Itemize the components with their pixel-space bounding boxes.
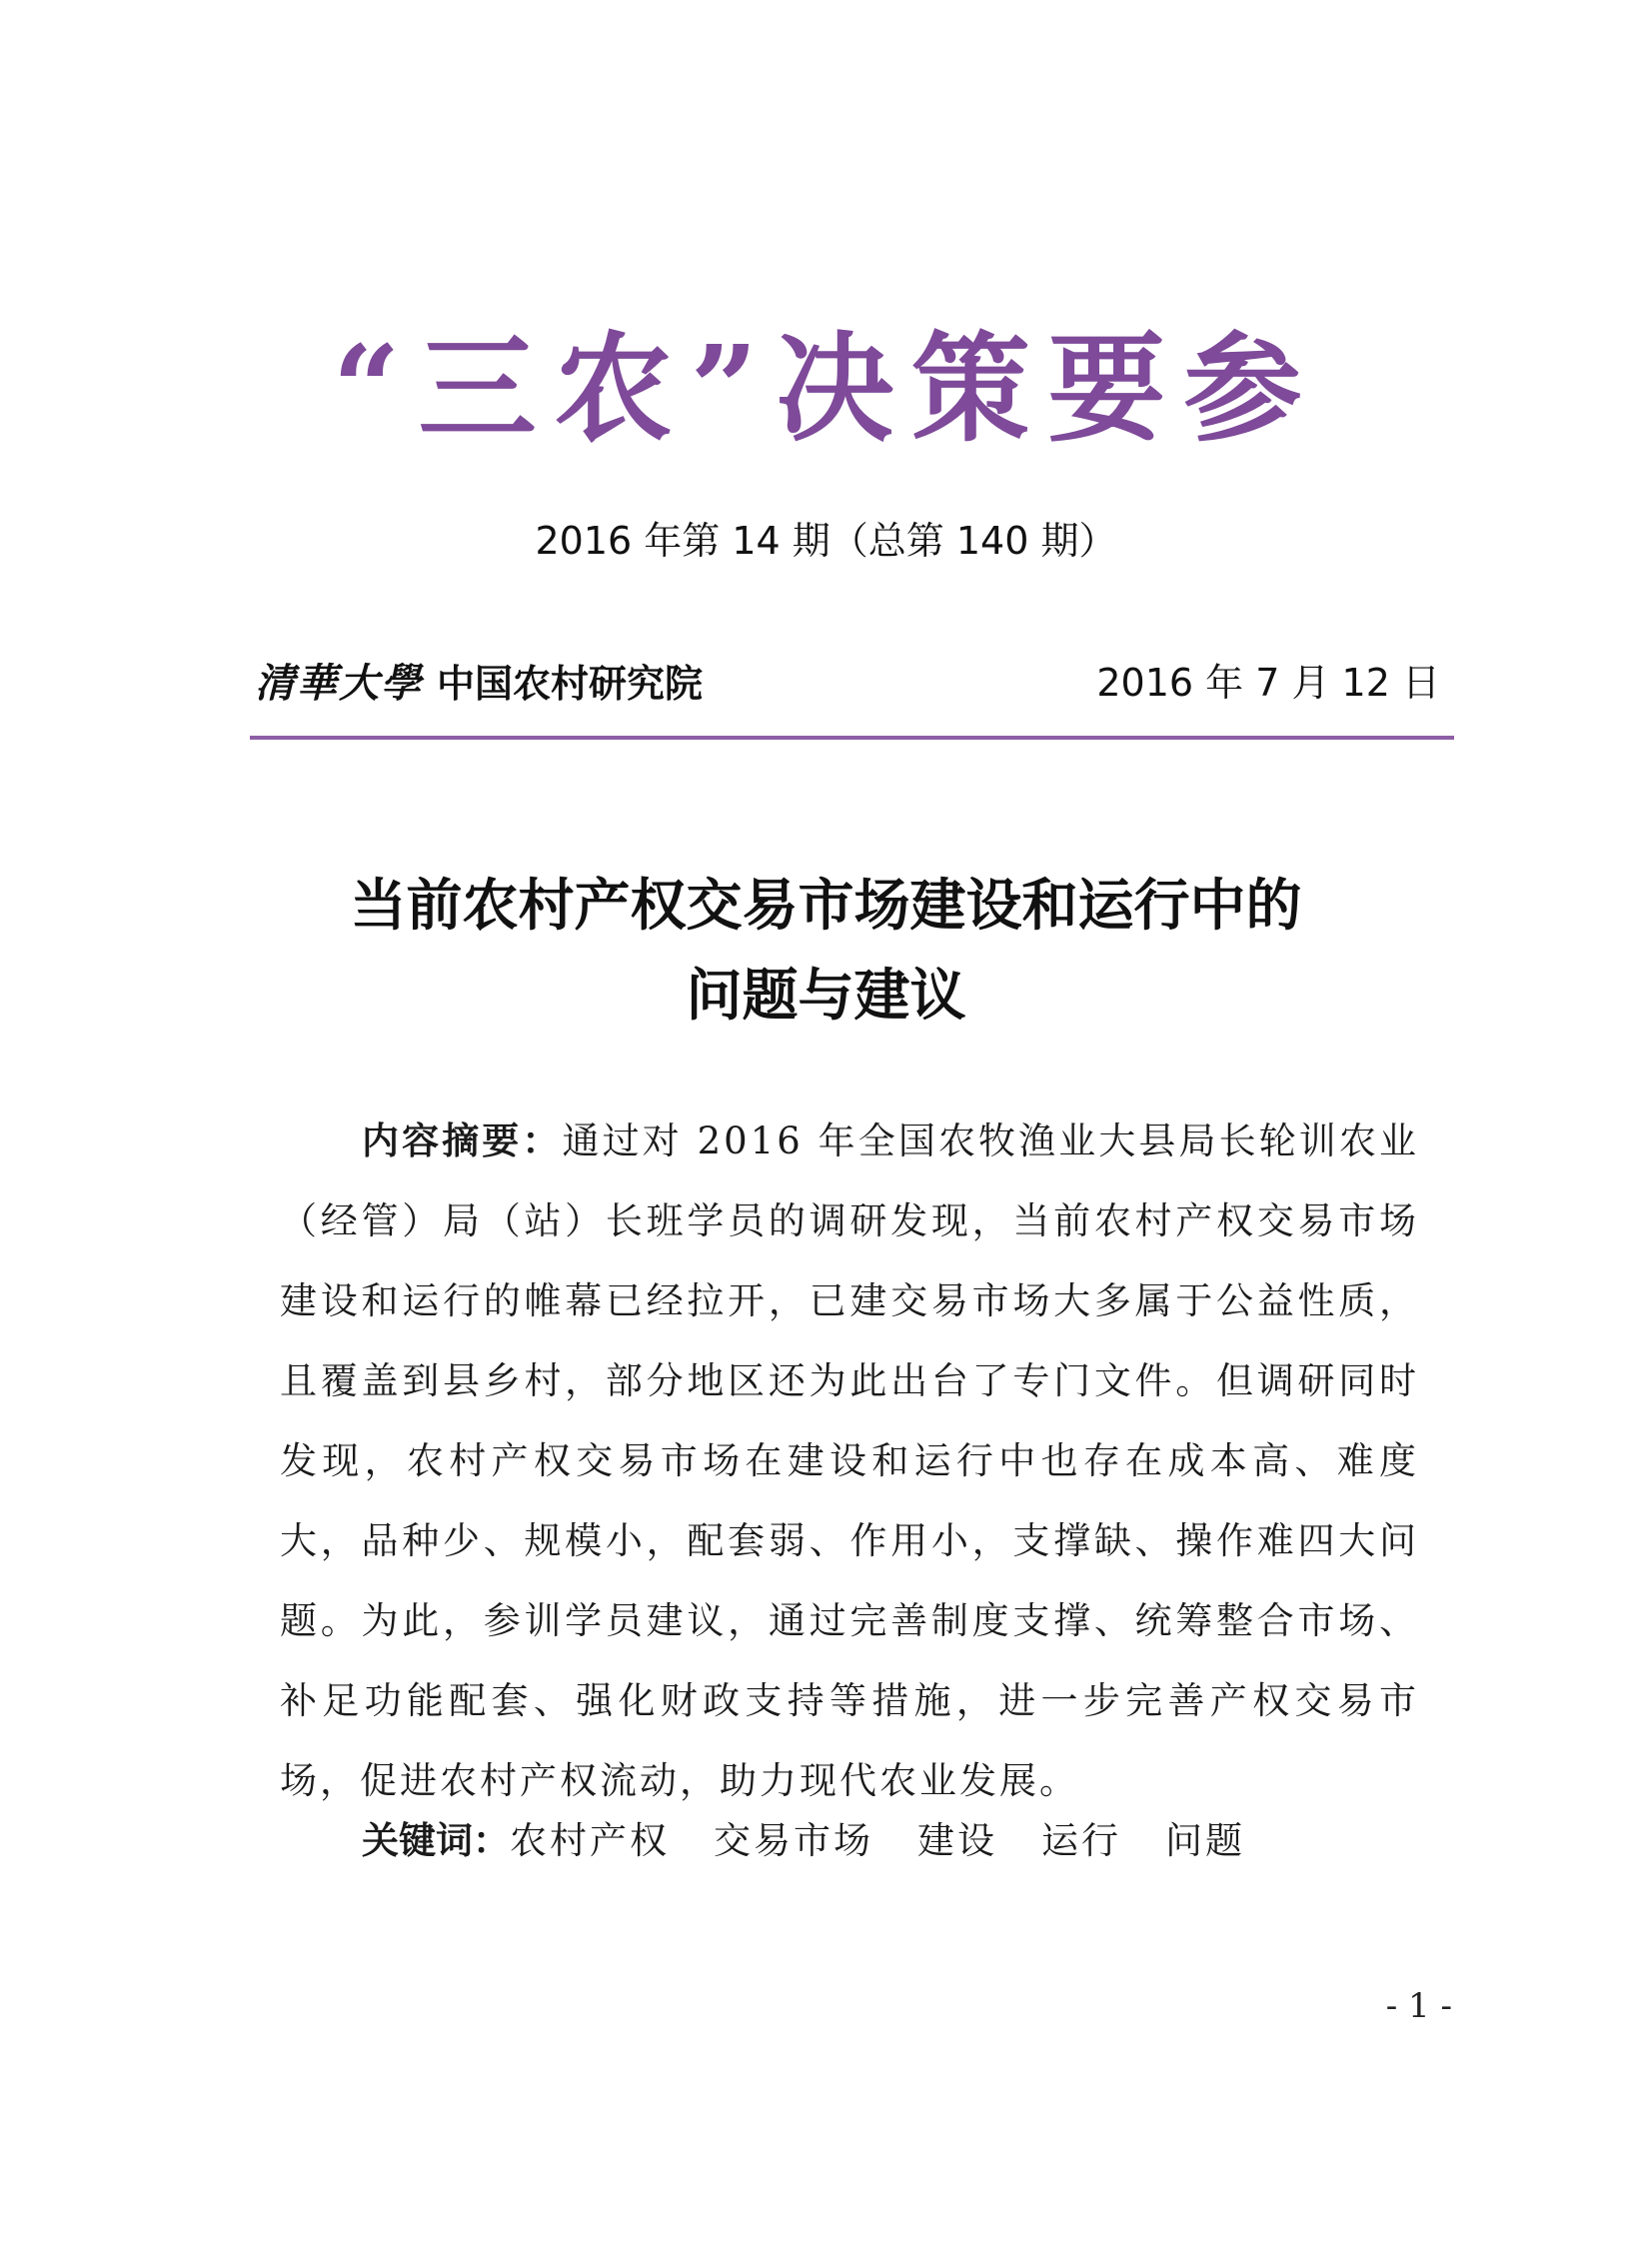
article-title-line-1: 当前农村产权交易市场建设和运行中的 [350, 874, 1302, 939]
issue-number: 2016 年第 14 期（总第 140 期） [535, 519, 1117, 563]
page-number: - 1 - [1385, 1986, 1452, 2026]
keyword-item: 运行 [1041, 1819, 1121, 1862]
keyword-item: 农村产权 [510, 1819, 670, 1862]
keywords-label: 关键词： [362, 1819, 510, 1862]
university-logo-text: 清華大學 [255, 660, 423, 707]
institute-name: 中国农村研究院 [437, 662, 704, 706]
abstract-text: 通过对 2016 年全国农牧渔业大县局长轮训农业（经管）局（站）长班学员的调研发现，当前农村产权交易市场建设和运行的帷幕已经拉开，已建交易市场大多属于公益性质，且覆盖到县乡村，部分地区还为此出台了专门文件。但调研同时发现，农村产权交易市场在建设和运行中也存在成本高、难度大，品种少、规模小，配套弱、作用小，支撑缺、操作难四大问题。为此，参训学员建议，通过完善制度支撑、统筹整合市场、补足功能配套、强化财政支持等措施，进一步完善产权交易市场，促进农村产权流动，助力现代农业发展。 [280, 1120, 1419, 1802]
article-title-line-2: 问题与建议 [686, 964, 966, 1029]
keyword-item: 建设 [917, 1819, 997, 1862]
keyword-item: 问题 [1165, 1819, 1245, 1862]
abstract-paragraph [280, 1102, 1419, 1821]
masthead-title: “三农”决策要参 [332, 319, 1320, 458]
keyword-item: 交易市场 [714, 1819, 873, 1862]
header-divider [250, 736, 1454, 740]
institution-header [255, 660, 704, 707]
keywords-line [362, 1819, 1289, 1862]
publication-date: 2016 年 7 月 12 日 [1096, 661, 1440, 705]
abstract-label: 内容摘要： [362, 1120, 563, 1162]
article-title [0, 862, 1652, 1042]
